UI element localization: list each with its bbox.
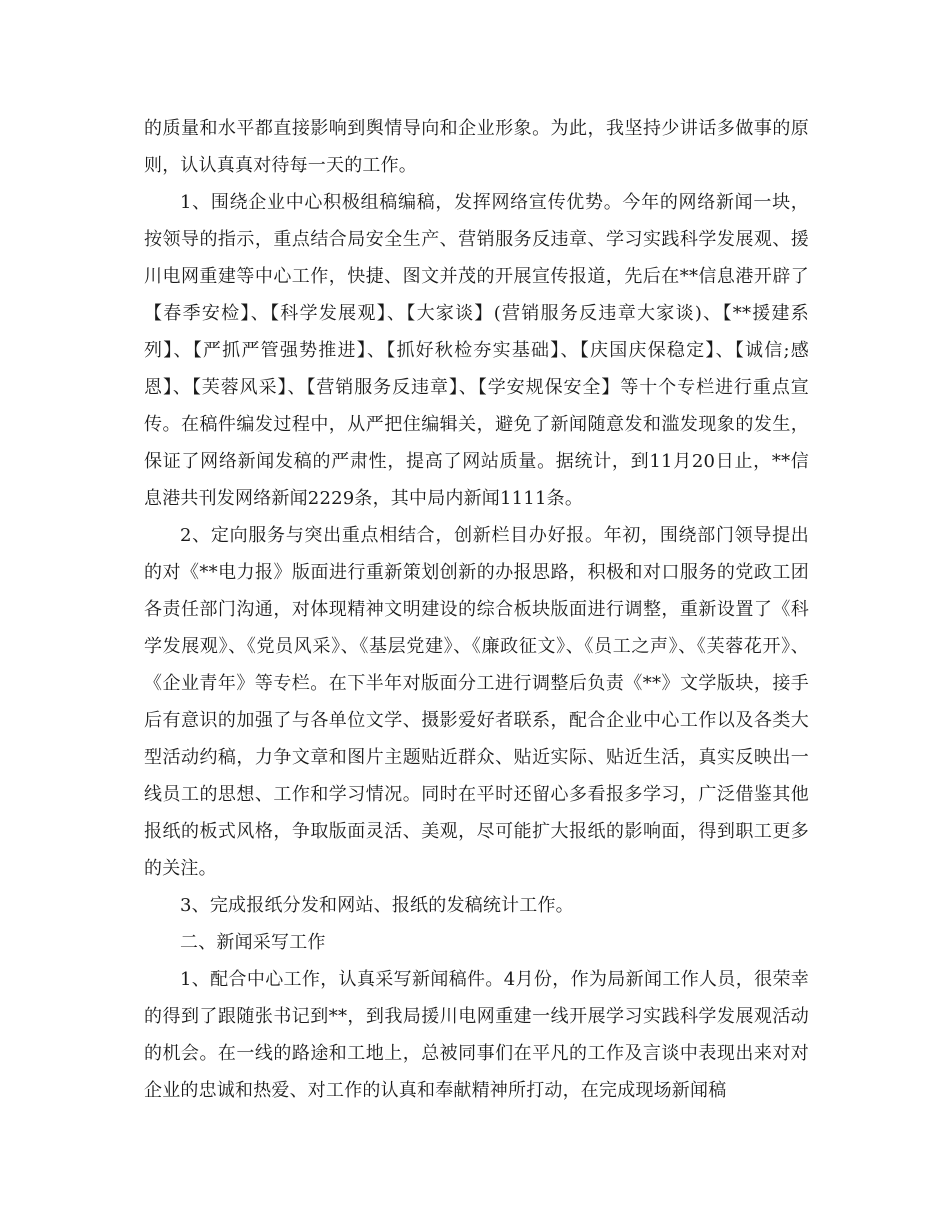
document-page <box>144 110 809 1109</box>
paragraph-continuation: 的质量和水平都直接影响到舆情导向和企业形象。为此，我坚持少讲话多做事的原则，认认真真对待每一天的工作。 <box>144 118 809 176</box>
paragraph-news-writing: 1、配合中心工作，认真采写新闻稿件。4月份，作为局新闻工作人员，很荣幸的得到了跟随张书记到**，到我局援川电网重建一线开展学习实践科学发展观活动的机会。在一线的路途和工地上，总被同事们在平凡的工作及言谈中表现出来对对企业的忠诚和热爱、对工作的认真和奉献精神所打动，在完成现场新闻稿 <box>144 969 809 1101</box>
paragraph-distribution-stats: 3、完成报纸分发和网站、报纸的发稿统计工作。 <box>180 895 574 916</box>
section-heading-news-writing: 二、新闻采写工作 <box>180 932 326 953</box>
paragraph-newspaper-columns: 2、定向服务与突出重点相结合，创新栏目办好报。年初，围绕部门领导提出的对《**电力报》版面进行重新策划创新的办报思路，积极和对口服务的党政工团各责任部门沟通，对体现精神文明建设的综合板块版面进行调整，重新设置了《科学发展观》、《党员风采》、《基层党建》、《廉政征文》、《员工之声》、《芙蓉花开》、《企业青年》等专栏。在下半年对版面分工进行调整后负责《**》文学版块，接手后有意识的加强了与各单位文学、摄影爱好者联系，配合企业中心工作以及各类大型活动约稿，力争文章和图片主题贴近群众、贴近实际、贴近生活，真实反映出一线员工的思想、工作和学习情况。同时在平时还留心多看报多学习，广泛借鉴其他报纸的板式风格，争取版面灵活、美观，尽可能扩大报纸的影响面，得到职工更多的关注。 <box>144 525 809 879</box>
paragraph-network-news: 1、围绕企业中心积极组稿编稿，发挥网络宣传优势。今年的网络新闻一块，按领导的指示，重点结合局安全生产、营销服务反违章、学习实践科学发展观、援川电网重建等中心工作，快捷、图文并茂的开展宣传报道，先后在**信息港开辟了【春季安检】、【科学发展观】、【大家谈】(营销服务反违章大家谈)、【**援建系列】、【严抓严管强势推进】、【抓好秋检夯实基础】、【庆国庆保稳定】、【诚信;感恩】、【芙蓉风采】、【营销服务反违章】、【学安规保安全】等十个专栏进行重点宣传。在稿件编发过程中，从严把住编辑关，避免了新闻随意发和滥发现象的发生，保证了网络新闻发稿的严肃性，提高了网站质量。据统计，到11月20日止，**信息港共刊发网络新闻2229条，其中局内新闻1111条。 <box>144 192 809 509</box>
